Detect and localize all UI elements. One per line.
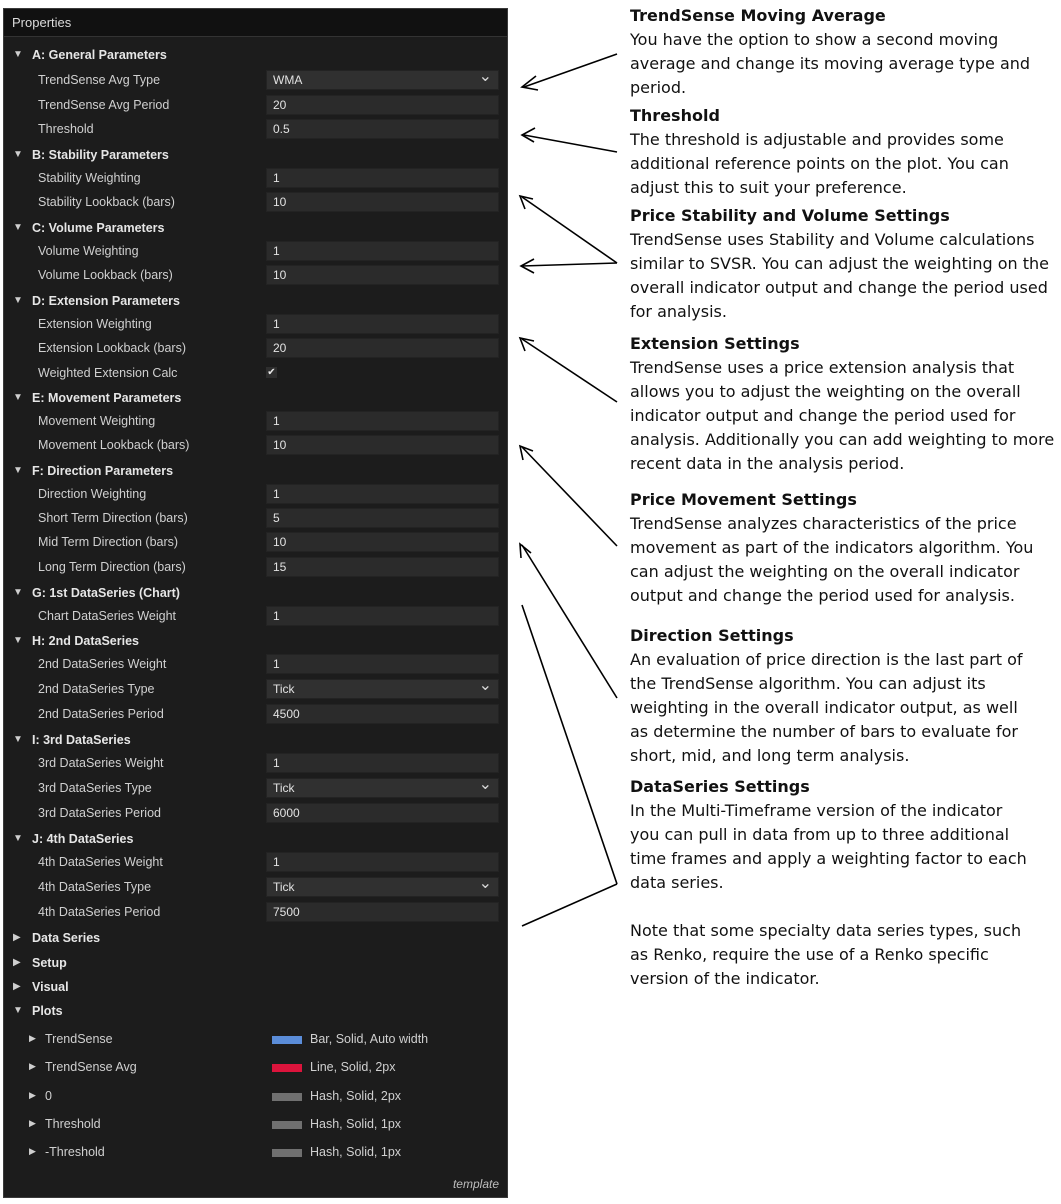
annotation-line: the TrendSense algorithm. You can adjust its	[630, 674, 986, 693]
value-input[interactable]	[266, 95, 499, 115]
property-row-short-term-direction-bars	[4, 508, 507, 530]
caret-down-icon[interactable]: ▼	[13, 149, 23, 160]
arrow-stability	[522, 197, 617, 263]
property-label: 4th DataSeries Type	[38, 880, 152, 894]
caret-right-icon[interactable]: ▶	[29, 1033, 36, 1043]
annotation-heading: Threshold	[630, 106, 720, 125]
property-row-2nd-dataseries-period	[4, 704, 507, 726]
arrow-extension	[522, 339, 617, 402]
section-j-4th-dataseries[interactable]	[4, 829, 507, 851]
arrowhead	[522, 76, 538, 90]
value-text: 5	[273, 511, 280, 525]
chevron-down-icon[interactable]: ⌄	[478, 677, 492, 694]
property-row-movement-lookback-bars	[4, 435, 507, 457]
caret-down-icon[interactable]: ▼	[13, 49, 23, 60]
annotation-line: version of the indicator.	[630, 969, 820, 988]
property-row-weighted-extension-calc	[4, 363, 507, 385]
plot-style-description[interactable]: Hash, Solid, 1px	[310, 1117, 402, 1131]
property-label: 3rd DataSeries Period	[38, 806, 161, 820]
annotation-line: recent data in the analysis period.	[630, 454, 905, 473]
section-plots[interactable]	[4, 1001, 507, 1023]
property-label: Threshold	[38, 122, 94, 136]
annotation-dataseries-settings	[630, 775, 1060, 991]
property-row-2nd-dataseries-weight	[4, 654, 507, 676]
property-label: 2nd DataSeries Weight	[38, 657, 167, 671]
property-row-4th-dataseries-period	[4, 902, 507, 924]
annotation-line	[630, 895, 1060, 919]
annotation-trendsense-moving-average	[630, 4, 1060, 100]
value-text: 10	[273, 268, 287, 282]
value-input[interactable]	[266, 508, 499, 528]
annotation-price-stability-and-volume-settings	[630, 204, 1060, 324]
value-text: 1	[273, 756, 280, 770]
dropdown[interactable]	[266, 70, 499, 90]
value-input[interactable]	[266, 532, 499, 552]
annotation-extension-settings	[630, 332, 1060, 476]
annotation-line: allows you to adjust the weighting on the overall	[630, 382, 1021, 401]
caret-down-icon[interactable]: ▼	[13, 587, 23, 598]
value-input[interactable]	[266, 654, 499, 674]
color-swatch[interactable]	[272, 1121, 302, 1129]
value-text: 20	[273, 98, 287, 112]
property-row-long-term-direction-bars	[4, 557, 507, 579]
annotation-line: time frames and apply a weighting factor to each	[630, 849, 1027, 868]
value-input[interactable]	[266, 314, 499, 334]
value-input[interactable]	[266, 753, 499, 773]
property-label: Extension Weighting	[38, 317, 152, 331]
annotation-heading: Price Movement Settings	[630, 490, 857, 509]
plot-row-trendsense-avg[interactable]	[4, 1055, 507, 1081]
plot-style-description[interactable]: Line, Solid, 2px	[310, 1060, 396, 1074]
section-label: J: 4th DataSeries	[32, 832, 134, 846]
property-row-mid-term-direction-bars	[4, 532, 507, 554]
value-input[interactable]	[266, 704, 499, 724]
annotation-line: for analysis.	[630, 302, 727, 321]
value-text: 20	[273, 341, 287, 355]
annotation-line: output and change the period used for analysis.	[630, 586, 1015, 605]
section-i-3rd-dataseries[interactable]	[4, 730, 507, 752]
property-label: Movement Weighting	[38, 414, 156, 428]
section-f-direction-parameters[interactable]	[4, 461, 507, 483]
plot-row-trendsense[interactable]	[4, 1027, 507, 1053]
value-text: 1	[273, 317, 280, 331]
value-text: 1	[273, 609, 280, 623]
property-row-4th-dataseries-weight	[4, 852, 507, 874]
section-label: Visual	[32, 980, 69, 994]
value-text: 1	[273, 244, 280, 258]
value-input[interactable]	[266, 484, 499, 504]
annotation-line: movement as part of the indicators algorithm. You	[630, 538, 1034, 557]
value-text: Tick	[273, 781, 295, 795]
section-label: B: Stability Parameters	[32, 148, 169, 162]
plot-style-description[interactable]: Hash, Solid, 1px	[310, 1145, 402, 1159]
property-row-threshold	[4, 119, 507, 141]
caret-down-icon[interactable]: ▼	[13, 734, 23, 745]
property-label: 4th DataSeries Weight	[38, 855, 163, 869]
property-label: 3rd DataSeries Weight	[38, 756, 164, 770]
annotation-line: as Renko, require the use of a Renko specific	[630, 945, 989, 964]
property-label: TrendSense Avg Type	[38, 73, 161, 87]
value-input[interactable]	[266, 606, 499, 626]
section-a-general-parameters[interactable]	[4, 45, 507, 67]
value-text: Tick	[273, 880, 295, 894]
value-text: 0.5	[273, 122, 290, 136]
value-input[interactable]	[266, 119, 499, 139]
color-swatch[interactable]	[272, 1036, 302, 1044]
property-row-4th-dataseries-type	[4, 877, 507, 899]
plot-row-threshold[interactable]	[4, 1140, 507, 1166]
annotation-line: TrendSense analyzes characteristics of the price	[630, 514, 1017, 533]
annotation-price-movement-settings	[630, 488, 1060, 608]
caret-right-icon[interactable]: ▶	[29, 1118, 36, 1128]
property-row-3rd-dataseries-period	[4, 803, 507, 825]
property-label: Volume Lookback (bars)	[38, 268, 173, 282]
property-label: Weighted Extension Calc	[38, 366, 178, 380]
section-c-volume-parameters[interactable]	[4, 218, 507, 240]
arrow-dataseries-top	[522, 605, 617, 884]
property-row-trendsense-avg-period	[4, 95, 507, 117]
value-input[interactable]	[266, 852, 499, 872]
chevron-down-icon[interactable]: ⌄	[478, 875, 492, 892]
annotation-line: adjust this to suit your preference.	[630, 178, 907, 197]
value-text: 10	[273, 438, 287, 452]
property-label: Short Term Direction (bars)	[38, 511, 188, 525]
value-input[interactable]	[266, 902, 499, 922]
property-label: Mid Term Direction (bars)	[38, 535, 179, 549]
property-row-2nd-dataseries-type	[4, 679, 507, 701]
arrowhead	[520, 338, 534, 351]
caret-down-icon[interactable]: ▼	[13, 833, 23, 844]
annotation-line: similar to SVSR. You can adjust the weighting on the	[630, 254, 1049, 273]
property-label: 3rd DataSeries Type	[38, 781, 152, 795]
arrow-threshold	[524, 135, 617, 152]
chevron-down-icon[interactable]: ⌄	[478, 776, 492, 793]
property-label: Chart DataSeries Weight	[38, 609, 177, 623]
section-label: E: Movement Parameters	[32, 391, 182, 405]
annotation-line: you can pull in data from up to three additional	[630, 825, 1010, 844]
property-label: 2nd DataSeries Type	[38, 682, 155, 696]
property-label: Stability Lookback (bars)	[38, 195, 175, 209]
section-setup[interactable]	[4, 953, 507, 975]
value-input[interactable]	[266, 168, 499, 188]
annotation-line: data series.	[630, 873, 724, 892]
value-input[interactable]	[266, 435, 499, 455]
annotation-heading: DataSeries Settings	[630, 777, 810, 796]
annotation-line: An evaluation of price direction is the last part of	[630, 650, 1023, 669]
plot-row-0[interactable]	[4, 1084, 507, 1110]
color-swatch[interactable]	[272, 1149, 302, 1157]
section-label: D: Extension Parameters	[32, 294, 180, 308]
annotation-direction-settings	[630, 624, 1060, 768]
caret-down-icon[interactable]: ▼	[13, 295, 23, 306]
value-text: 1	[273, 855, 280, 869]
annotation-line: short, mid, and long term analysis.	[630, 746, 910, 765]
arrowhead	[520, 196, 533, 209]
property-label: 2nd DataSeries Period	[38, 707, 164, 721]
arrow-dataseries-bottom	[522, 884, 617, 926]
value-text: WMA	[273, 73, 303, 87]
section-label: Plots	[32, 1004, 63, 1018]
value-text: 1	[273, 171, 280, 185]
caret-down-icon[interactable]: ▼	[13, 635, 23, 646]
property-label: Long Term Direction (bars)	[38, 560, 186, 574]
plot-style-description[interactable]: Hash, Solid, 2px	[310, 1089, 402, 1103]
value-input[interactable]	[266, 803, 499, 823]
arrowhead	[521, 259, 534, 273]
value-text: 1	[273, 657, 280, 671]
value-text: 15	[273, 560, 287, 574]
annotation-line: You have the option to show a second moving	[630, 30, 999, 49]
panel-title: Properties	[4, 9, 507, 37]
arrow-avg-type	[524, 54, 617, 87]
section-label: Data Series	[32, 931, 101, 945]
plot-label: TrendSense	[45, 1032, 113, 1046]
annotation-line: overall indicator output and change the period used	[630, 278, 1048, 297]
plot-label: TrendSense Avg	[45, 1060, 137, 1074]
template-label[interactable]: template	[452, 1177, 499, 1191]
plot-label: 0	[45, 1089, 52, 1103]
caret-right-icon[interactable]: ▶	[29, 1061, 36, 1071]
annotation-line: indicator output and change the period used for	[630, 406, 1016, 425]
section-label: I: 3rd DataSeries	[32, 733, 131, 747]
section-label: F: Direction Parameters	[32, 464, 174, 478]
dropdown[interactable]	[266, 877, 499, 897]
value-input[interactable]	[266, 338, 499, 358]
arrow-volume	[522, 263, 617, 266]
annotation-heading: TrendSense Moving Average	[630, 6, 886, 25]
caret-right-icon[interactable]: ▶	[13, 957, 21, 968]
property-row-trendsense-avg-type	[4, 70, 507, 92]
property-row-direction-weighting	[4, 484, 507, 506]
property-row-chart-dataseries-weight	[4, 606, 507, 628]
section-b-stability-parameters[interactable]	[4, 145, 507, 167]
property-row-3rd-dataseries-weight	[4, 753, 507, 775]
property-row-movement-weighting	[4, 411, 507, 433]
section-label: Setup	[32, 956, 67, 970]
value-text: 1	[273, 487, 280, 501]
property-row-3rd-dataseries-type	[4, 778, 507, 800]
section-g-1st-dataseries-chart[interactable]	[4, 583, 507, 605]
caret-right-icon[interactable]: ▶	[13, 981, 21, 992]
caret-right-icon[interactable]: ▶	[13, 932, 21, 943]
section-data-series[interactable]	[4, 928, 507, 950]
annotation-line: TrendSense uses a price extension analysis that	[630, 358, 1015, 377]
caret-down-icon[interactable]: ▼	[13, 1005, 23, 1016]
plot-label: Threshold	[45, 1117, 101, 1131]
properties-panel	[3, 8, 508, 1198]
annotation-heading: Price Stability and Volume Settings	[630, 206, 950, 225]
caret-down-icon[interactable]: ▼	[13, 465, 23, 476]
checkbox[interactable]: ✔	[267, 367, 276, 378]
value-input[interactable]	[266, 241, 499, 261]
arrowhead	[520, 446, 533, 460]
annotation-line: The threshold is adjustable and provides some	[630, 130, 1004, 149]
caret-right-icon[interactable]: ▶	[29, 1090, 36, 1100]
section-h-2nd-dataseries[interactable]	[4, 631, 507, 653]
color-swatch[interactable]	[272, 1093, 302, 1101]
value-text: 10	[273, 195, 287, 209]
arrowhead	[522, 128, 535, 142]
annotation-threshold	[630, 104, 1060, 200]
value-input[interactable]	[266, 557, 499, 577]
chevron-down-icon[interactable]: ⌄	[478, 68, 492, 85]
arrow-movement	[522, 447, 617, 546]
property-row-extension-weighting	[4, 314, 507, 336]
value-input[interactable]	[266, 265, 499, 285]
annotation-line: period.	[630, 78, 687, 97]
property-row-stability-lookback-bars	[4, 192, 507, 214]
section-d-extension-parameters[interactable]	[4, 291, 507, 313]
value-text: 6000	[273, 806, 300, 820]
caret-down-icon[interactable]: ▼	[13, 392, 23, 403]
property-label: Direction Weighting	[38, 487, 147, 501]
value-text: 4500	[273, 707, 300, 721]
property-row-extension-lookback-bars	[4, 338, 507, 360]
annotation-heading: Direction Settings	[630, 626, 794, 645]
section-label: H: 2nd DataSeries	[32, 634, 139, 648]
property-label: Volume Weighting	[38, 244, 139, 258]
property-label: TrendSense Avg Period	[38, 98, 170, 112]
section-visual[interactable]	[4, 977, 507, 999]
color-swatch[interactable]	[272, 1064, 302, 1072]
plot-style-description[interactable]: Bar, Solid, Auto width	[310, 1032, 429, 1046]
section-label: A: General Parameters	[32, 48, 167, 62]
caret-down-icon[interactable]: ▼	[13, 222, 23, 233]
dropdown[interactable]	[266, 778, 499, 798]
value-input[interactable]	[266, 192, 499, 212]
caret-right-icon[interactable]: ▶	[29, 1146, 36, 1156]
arrowhead	[520, 544, 531, 558]
property-label: Stability Weighting	[38, 171, 141, 185]
property-row-stability-weighting	[4, 168, 507, 190]
annotation-line: as determine the number of bars to evaluate for	[630, 722, 1018, 741]
value-input[interactable]	[266, 411, 499, 431]
property-row-volume-weighting	[4, 241, 507, 263]
annotation-line: analysis. Additionally you can add weighting to more	[630, 430, 1055, 449]
annotation-line: TrendSense uses Stability and Volume calculations	[630, 230, 1035, 249]
property-label: 4th DataSeries Period	[38, 905, 161, 919]
annotation-line: weighting in the overall indicator output, as well	[630, 698, 1018, 717]
dropdown[interactable]	[266, 679, 499, 699]
section-e-movement-parameters[interactable]	[4, 388, 507, 410]
section-label: C: Volume Parameters	[32, 221, 165, 235]
property-label: Movement Lookback (bars)	[38, 438, 190, 452]
section-label: G: 1st DataSeries (Chart)	[32, 586, 180, 600]
value-text: 10	[273, 535, 287, 549]
plot-label: -Threshold	[45, 1145, 105, 1159]
plot-row-threshold[interactable]	[4, 1112, 507, 1138]
property-row-volume-lookback-bars	[4, 265, 507, 287]
annotation-line: Note that some specialty data series types, such	[630, 921, 1022, 940]
annotation-line: In the Multi-Timeframe version of the indicator	[630, 801, 1003, 820]
value-text: 7500	[273, 905, 300, 919]
annotation-line: can adjust the weighting on the overall indicator	[630, 562, 1020, 581]
annotation-line: additional reference points on the plot. You can	[630, 154, 1009, 173]
property-label: Extension Lookback (bars)	[38, 341, 186, 355]
value-text: Tick	[273, 682, 295, 696]
annotation-heading: Extension Settings	[630, 334, 800, 353]
value-text: 1	[273, 414, 280, 428]
arrow-direction	[522, 545, 617, 698]
annotation-line: average and change its moving average type and	[630, 54, 1031, 73]
